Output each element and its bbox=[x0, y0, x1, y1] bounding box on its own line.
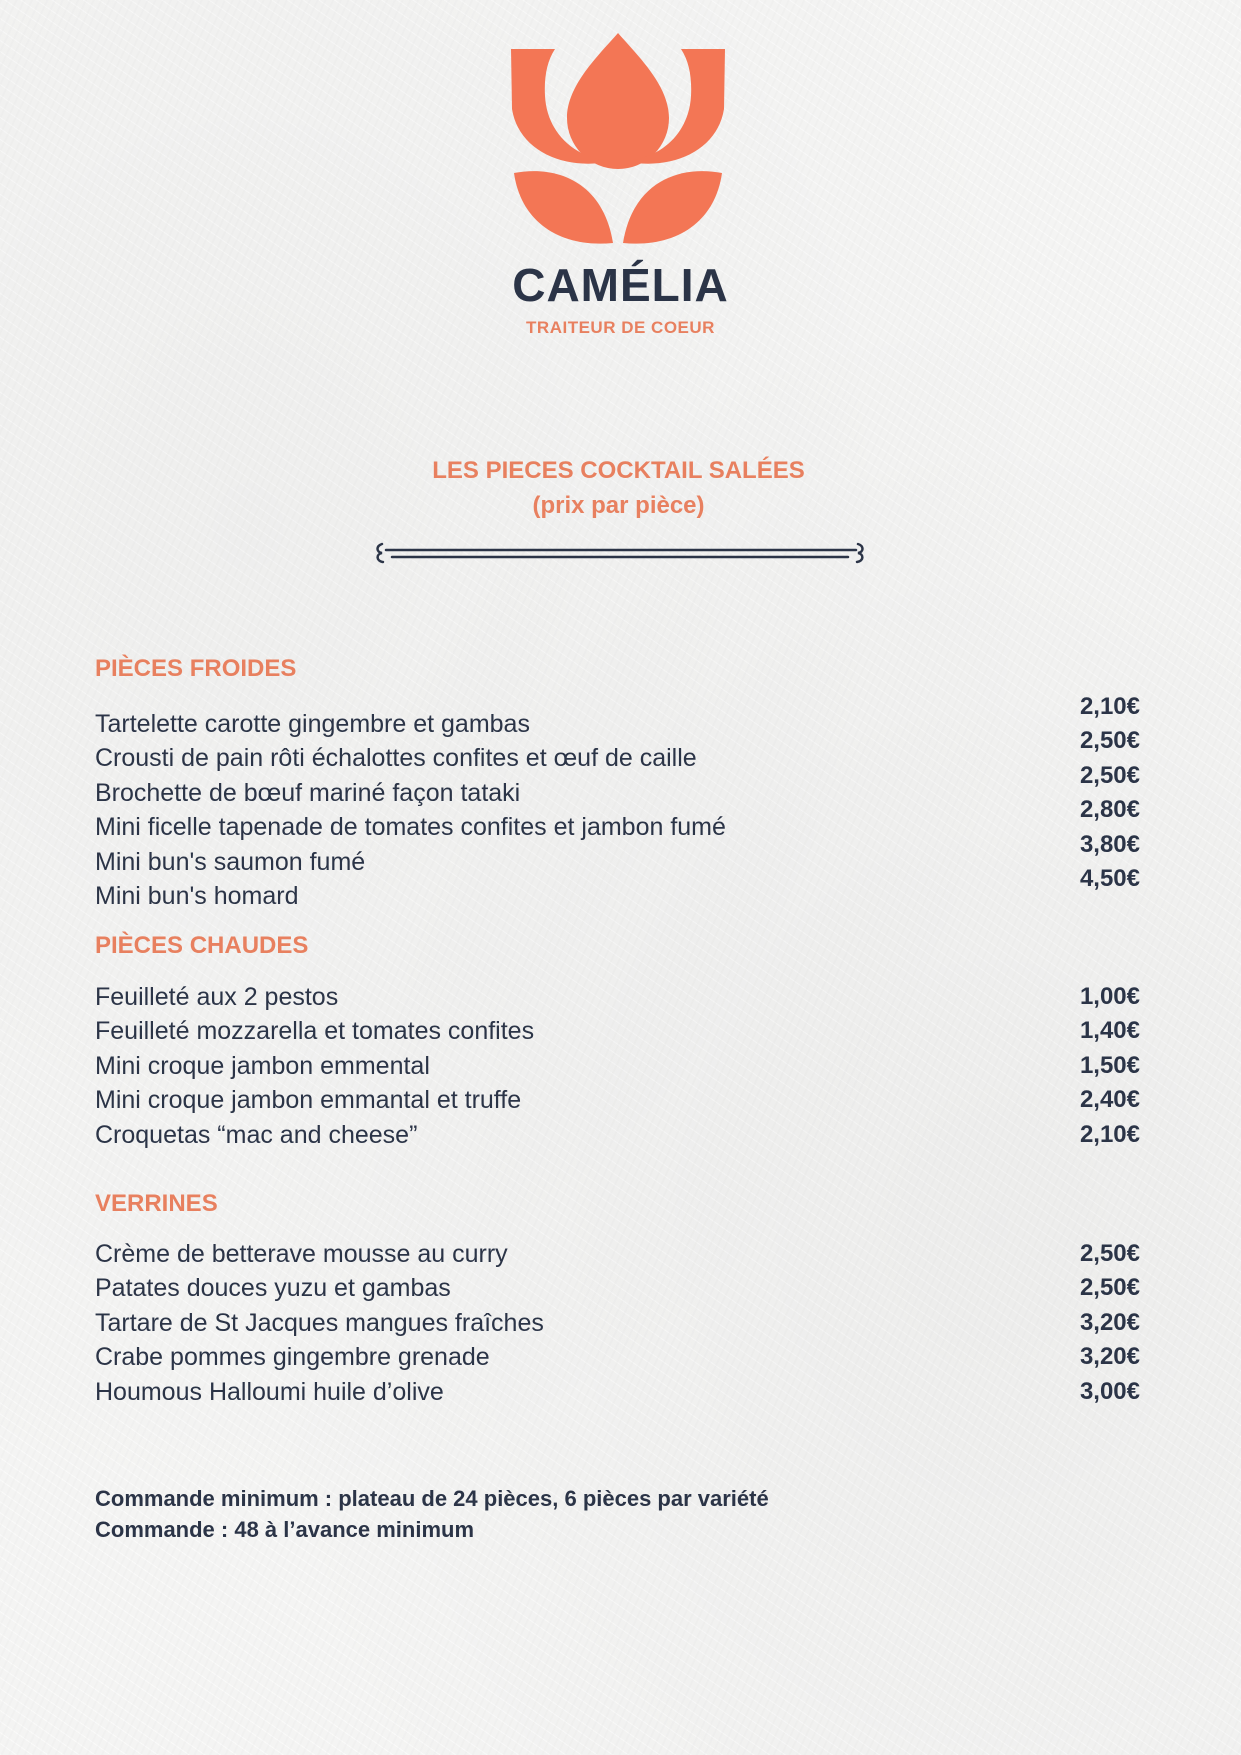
menu-item: Crème de betterave mousse au curry bbox=[95, 1240, 508, 1268]
menu-item: Mini croque jambon emmental bbox=[95, 1051, 430, 1080]
note-advance-order: Commande : 48 à l’avance minimum bbox=[95, 1517, 475, 1542]
menu-item: Feuilleté mozzarella et tomates confites bbox=[95, 1017, 535, 1046]
menu-item: Tartare de St Jacques mangues fraîches bbox=[95, 1308, 544, 1337]
menu-item: Mini bun's saumon fumé bbox=[95, 847, 366, 876]
items-list-pieces-froides bbox=[95, 707, 995, 913]
menu-item-price: 3,20€ bbox=[1079, 1308, 1140, 1336]
menu-item: Crabe pommes gingembre grenade bbox=[95, 1343, 490, 1372]
menu-item-price: 2,50€ bbox=[1079, 727, 1140, 755]
menu-subtitle: (prix par pièce) bbox=[532, 492, 705, 519]
section-title-verrines: VERRINES bbox=[95, 1190, 218, 1217]
menu-item: Crousti de pain rôti échalottes confites et œuf de caille bbox=[95, 744, 697, 773]
menu-item-price: 3,20€ bbox=[1079, 1343, 1140, 1371]
menu-item-price: 2,50€ bbox=[1079, 1274, 1140, 1302]
menu-item: Houmous Halloumi huile d’olive bbox=[95, 1377, 444, 1406]
brand-name: CAMÉLIA bbox=[512, 259, 729, 311]
items-list-verrines bbox=[95, 1237, 995, 1409]
menu-item: Mini ficelle tapenade de tomates confites et jambon fumé bbox=[95, 813, 726, 842]
menu-item-price: 1,50€ bbox=[1079, 1051, 1140, 1079]
menu-item: Croquetas “mac and cheese” bbox=[95, 1120, 418, 1149]
menu-item-price: 1,40€ bbox=[1079, 1017, 1140, 1045]
menu-item-price: 3,80€ bbox=[1079, 830, 1140, 858]
menu-item: Mini croque jambon emmantal et truffe bbox=[95, 1086, 522, 1115]
section-title-pieces-chaudes: PIÈCES CHAUDES bbox=[95, 932, 309, 959]
menu-item-price: 3,00€ bbox=[1079, 1377, 1140, 1405]
items-list-pieces-chaudes bbox=[95, 980, 995, 1152]
menu-title: LES PIECES COCKTAIL SALÉES bbox=[432, 457, 805, 484]
brand-tagline: TRAITEUR DE COEUR bbox=[526, 318, 715, 337]
menu-heading bbox=[0, 453, 1237, 523]
menu-item-price: 2,10€ bbox=[1079, 1120, 1140, 1148]
menu-item-price: 2,50€ bbox=[1079, 1240, 1140, 1267]
menu-item: Brochette de bœuf mariné façon tataki bbox=[95, 778, 521, 807]
menu-item-price: 4,50€ bbox=[1079, 864, 1140, 892]
menu-item: Tartelette carotte gingembre et gambas bbox=[95, 710, 530, 738]
section-title-pieces-froides: PIÈCES FROIDES bbox=[95, 655, 297, 682]
prices-list-pieces-chaudes bbox=[1000, 980, 1140, 1152]
menu-item-price: 1,00€ bbox=[1079, 983, 1140, 1010]
prices-list-verrines bbox=[1000, 1237, 1140, 1409]
menu-item-price: 2,50€ bbox=[1079, 761, 1140, 789]
menu-item: Mini bun's homard bbox=[95, 881, 299, 910]
note-minimum-order: Commande minimum : plateau de 24 pièces, 6 pièces par variété bbox=[95, 1486, 769, 1511]
menu-item-price: 2,10€ bbox=[1079, 693, 1140, 720]
menu-item: Patates douces yuzu et gambas bbox=[95, 1274, 451, 1303]
menu-item-price: 2,40€ bbox=[1079, 1086, 1140, 1114]
prices-list-pieces-froides bbox=[1000, 690, 1140, 896]
menu-item: Feuilleté aux 2 pestos bbox=[95, 983, 339, 1011]
menu-item-price: 2,80€ bbox=[1079, 796, 1140, 824]
ornamental-divider bbox=[372, 538, 868, 568]
camelia-flower-logo bbox=[511, 33, 725, 248]
